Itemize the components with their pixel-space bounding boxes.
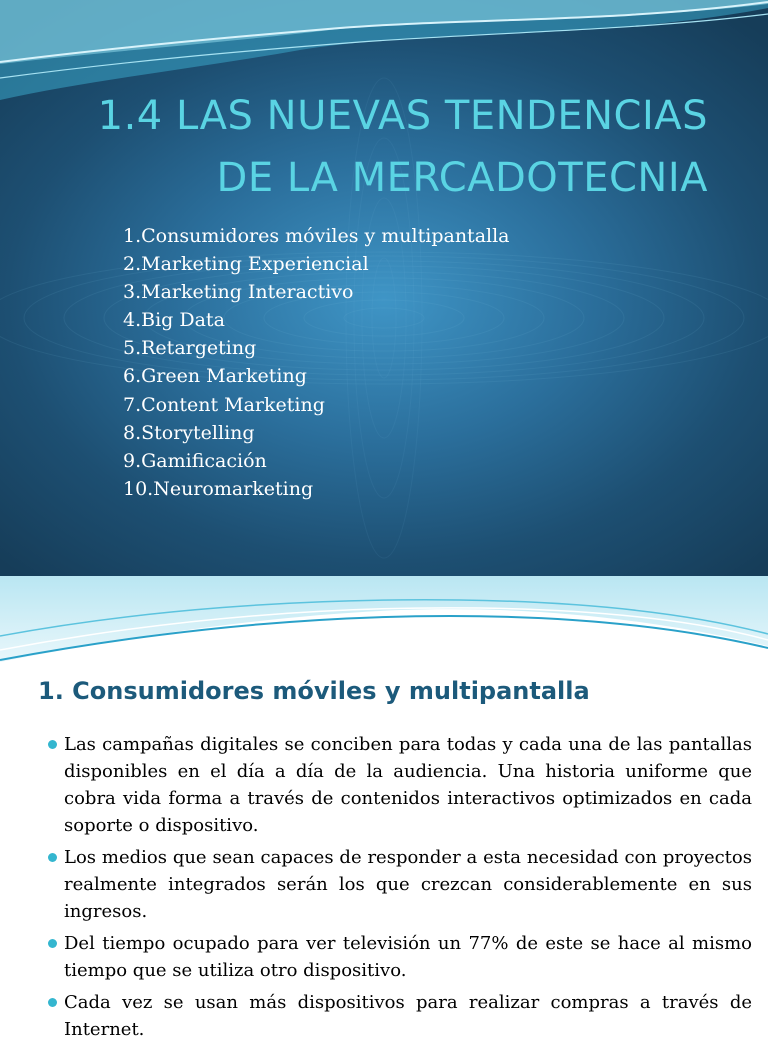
list-item xyxy=(46,844,752,925)
title-line-2: DE LA MERCADOTECNIA xyxy=(216,154,708,201)
bullet-icon xyxy=(48,853,57,862)
slide-heading: 1. Consumidores móviles y multipantalla xyxy=(38,677,590,705)
list-item: 8.Storytelling xyxy=(123,421,255,444)
list-item: 6.Green Marketing xyxy=(123,365,307,388)
list-item: 9.Gamificación xyxy=(123,449,267,472)
list-item: 4.Big Data xyxy=(123,309,225,332)
list-item xyxy=(46,989,752,1043)
bullet-text: Las campañas digitales se conciben para todas y cada una de las pantallas disponibles en el día a día de la audiencia. Una historia uniforme que cobra vida forma a través de contenidos interactivos optimizados en cada soporte o dispositivo. xyxy=(64,734,752,836)
header-wave-decoration xyxy=(0,576,768,676)
topics-list xyxy=(123,222,510,503)
list-item: 1.Consumidores móviles y multipantalla xyxy=(123,225,510,247)
bullet-icon xyxy=(48,740,57,749)
bullet-icon xyxy=(48,998,57,1007)
content-slide xyxy=(0,576,768,1040)
list-item: 10.Neuromarketing xyxy=(123,477,314,500)
list-item xyxy=(46,930,752,984)
bullet-text: Cada vez se usan más dispositivos para realizar compras a través de Internet. xyxy=(64,992,752,1040)
bullet-icon xyxy=(48,939,57,948)
bullet-text: Del tiempo ocupado para ver televisión un 77% de este se hace al mismo tiempo que se utiliza otro dispositivo. xyxy=(64,933,752,981)
list-item: 7.Content Marketing xyxy=(123,393,325,416)
list-item: 5.Retargeting xyxy=(123,337,257,360)
bullet-list xyxy=(46,731,752,1048)
list-item xyxy=(46,731,752,839)
title-line-1: 1.4 LAS NUEVAS TENDENCIAS xyxy=(97,92,708,139)
list-item: 3.Marketing Interactivo xyxy=(123,281,354,304)
list-item: 2.Marketing Experiencial xyxy=(123,253,369,276)
slide-title xyxy=(60,85,708,209)
bullet-text: Los medios que sean capaces de responder a esta necesidad con proyectos realmente integrados serán los que crezcan considerablemente en sus ingresos. xyxy=(64,847,752,922)
